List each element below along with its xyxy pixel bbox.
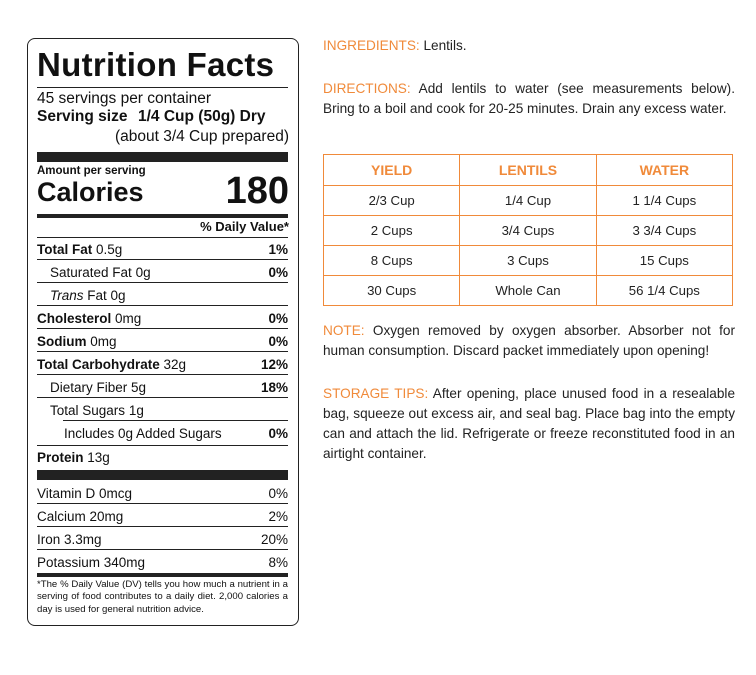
nutrient-amount: 0g — [135, 265, 151, 280]
row-total-sugars — [37, 399, 288, 421]
column-header-lentils: LENTILS — [460, 155, 596, 186]
table-cell: 1 1/4 Cups — [596, 186, 732, 216]
nutrient-name: Sodium — [37, 334, 87, 349]
row-iron — [37, 528, 288, 550]
vitamin-name: Potassium 340mg — [37, 555, 146, 570]
note-heading: NOTE: — [323, 323, 365, 338]
divider-medium — [37, 214, 288, 218]
row-sodium — [37, 330, 288, 352]
table-cell: 15 Cups — [596, 246, 732, 276]
servings-per-container: 45 servings per container — [37, 90, 212, 107]
serving-size-value: 1/4 Cup (50g) Dry — [138, 108, 266, 125]
table-cell: 1/4 Cup — [460, 186, 596, 216]
vitamin-name: Iron 3.3mg — [37, 532, 102, 547]
serving-prepared: (about 3/4 Cup prepared) — [114, 128, 289, 145]
table-row — [324, 246, 733, 276]
nutrient-pct: 18% — [260, 380, 288, 395]
column-header-yield: YIELD — [324, 155, 460, 186]
note-text: Oxygen removed by oxygen absorber. Absorber not for human consumption. Discard packet immediately upon opening! — [323, 323, 735, 358]
table-cell: 3 3/4 Cups — [596, 216, 732, 246]
storage-tips-text: After opening, place unused food in a resealable bag, squeeze out excess air, and seal bag. Place bag into the empty can and attach the lid. Refrigerate or freeze reconstituted food in an airtight container. — [323, 386, 735, 461]
ingredients — [323, 36, 735, 56]
table-cell: 8 Cups — [324, 246, 460, 276]
serving-size — [37, 108, 266, 125]
directions — [323, 79, 735, 119]
storage-tips — [323, 384, 735, 464]
nutrient-amount: 32g — [163, 357, 187, 372]
row-cholesterol — [37, 307, 288, 329]
nutrient-pct: 0% — [268, 426, 288, 441]
nutrient-name: Cholesterol — [37, 311, 112, 326]
nutrient-pct: 0% — [268, 265, 288, 280]
row-saturated-fat — [37, 261, 288, 283]
nutrient-name: Protein — [37, 450, 84, 465]
row-total-fat — [37, 238, 288, 260]
nutrition-facts-title: Nutrition Facts — [37, 46, 275, 83]
row-trans-fat — [37, 284, 288, 306]
ingredients-heading: INGREDIENTS: — [323, 38, 420, 53]
nutrient-name: Saturated Fat — [50, 265, 132, 280]
nutrient-pct: 12% — [260, 357, 288, 372]
nutrient-name: Dietary Fiber — [50, 380, 128, 395]
nutrition-facts-label — [27, 38, 299, 626]
nutrient-amount: 0.5g — [96, 242, 123, 257]
column-header-water: WATER — [596, 155, 732, 186]
row-added-sugars — [37, 422, 288, 444]
nutrient-name: Total Fat — [37, 242, 93, 257]
table-cell: 2/3 Cup — [324, 186, 460, 216]
nutrient-name: Trans — [50, 288, 84, 303]
vitamin-pct: 8% — [268, 555, 288, 570]
row-vitamin-d — [37, 482, 288, 504]
vitamin-name: Calcium 20mg — [37, 509, 124, 524]
daily-value-footnote: *The % Daily Value (DV) tells you how much a nutrient in a serving of food contributes to a daily diet. 2,000 calories a day is used for general nutrition advice. — [37, 579, 288, 615]
serving-size-label: Serving size — [37, 108, 128, 125]
nutrient-pct: 0% — [268, 334, 288, 349]
divider-thick — [37, 470, 288, 480]
row-total-carbohydrate — [37, 353, 288, 375]
table-cell: 56 1/4 Cups — [596, 276, 732, 306]
divider-medium — [37, 573, 288, 577]
ingredients-text: Lentils. — [419, 38, 467, 53]
nutrient-name: Total Carbohydrate — [37, 357, 160, 372]
table-row — [324, 276, 733, 306]
nutrient-amount: 13g — [87, 450, 110, 465]
nutrient-amount: 0mg — [90, 334, 117, 349]
vitamin-name: Vitamin D 0mcg — [37, 486, 133, 501]
row-protein — [37, 446, 288, 468]
daily-value-header: % Daily Value* — [200, 219, 289, 234]
vitamin-pct: 0% — [268, 486, 288, 501]
note — [323, 321, 735, 361]
nutrient-name: Includes 0g Added Sugars — [64, 426, 222, 441]
table-row — [324, 186, 733, 216]
row-dietary-fiber — [37, 376, 288, 398]
vitamin-pct: 2% — [268, 509, 288, 524]
nutrient-name: Total Sugars — [50, 403, 126, 418]
row-potassium — [37, 551, 288, 573]
directions-text: Add lentils to water (see measurements below). Bring to a boil and cook for 20-25 minutes. Drain any excess water. — [323, 81, 735, 116]
directions-heading: DIRECTIONS: — [323, 81, 411, 96]
nutrient-pct: 1% — [268, 242, 288, 257]
calories-value: 180 — [225, 170, 289, 212]
nutrient-amount: 0mg — [115, 311, 142, 326]
nutrient-amount: 1g — [128, 403, 144, 418]
vitamin-pct: 20% — [260, 532, 288, 547]
table-cell: 3/4 Cups — [460, 216, 596, 246]
table-cell: 30 Cups — [324, 276, 460, 306]
nutrient-amount: 5g — [131, 380, 147, 395]
table-cell: Whole Can — [460, 276, 596, 306]
storage-tips-heading: STORAGE TIPS: — [323, 386, 429, 401]
nutrient-amount: Fat 0g — [87, 288, 126, 303]
divider-thick — [37, 152, 288, 162]
table-header-row — [324, 155, 733, 186]
table-row — [324, 216, 733, 246]
calories-label: Calories — [37, 177, 144, 207]
table-cell: 3 Cups — [460, 246, 596, 276]
table-cell: 2 Cups — [324, 216, 460, 246]
row-calcium — [37, 505, 288, 527]
divider — [37, 87, 288, 88]
amount-per-serving: Amount per serving — [37, 165, 146, 177]
nutrient-pct: 0% — [268, 311, 288, 326]
yield-table — [323, 154, 733, 306]
